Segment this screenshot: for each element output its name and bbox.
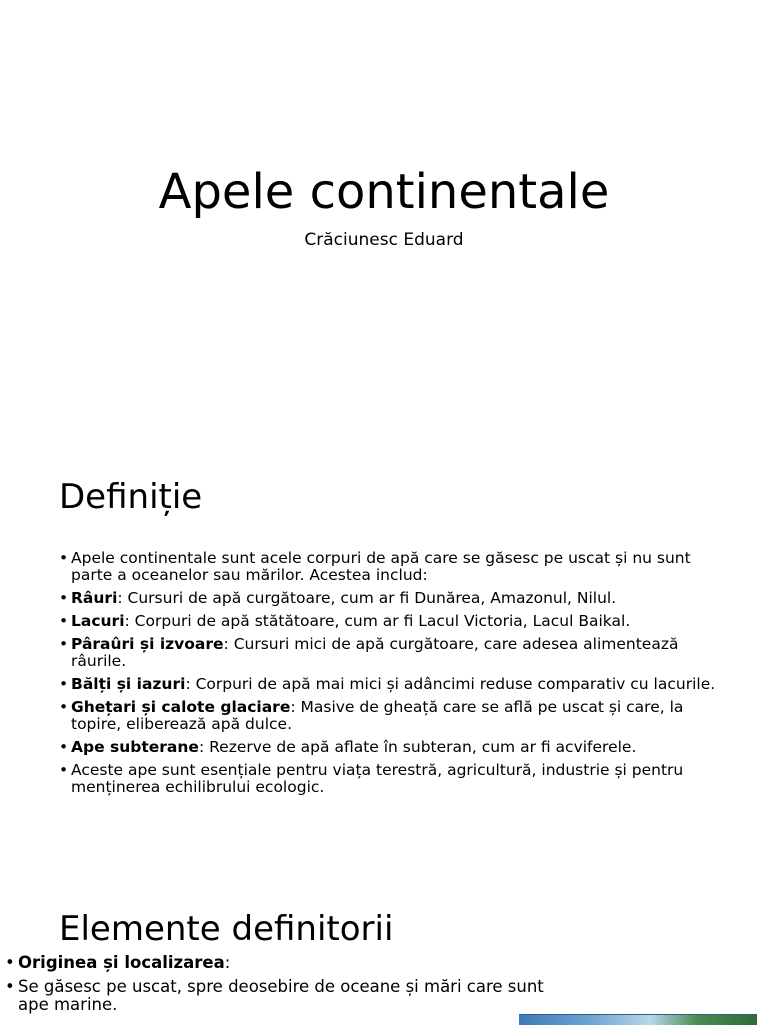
bullet-item: • Lacuri: Corpuri de apă stătătoare, cum ar fi Lacul Victoria, Lacul Baikal. (59, 613, 719, 630)
bullet-item: • Râuri: Cursuri de apă curgătoare, cum ar fi Dunărea, Amazonul, Nilul. (59, 590, 719, 607)
landscape-photo (519, 1014, 757, 1025)
bullet-item: • Bălți și iazuri: Corpuri de apă mai mici și adâncimi reduse comparativ cu lacurile. (59, 676, 719, 693)
title-slide (0, 0, 768, 432)
author-name: Crăciunesc Eduard (304, 230, 464, 250)
presentation-title: Apele continentale (158, 164, 610, 220)
slide-heading: Definiție (59, 477, 203, 517)
definition-slide (0, 432, 768, 864)
bullet-item: • Aceste ape sunt esențiale pentru viața terestră, agricultură, industrie și pentru menținerea echilibrului ecologic. (59, 762, 719, 796)
bullet-item: • Apele continentale sunt acele corpuri de apă care se găsesc pe uscat și nu sunt parte a oceanelor sau mărilor. Acestea includ: (59, 550, 719, 584)
bullet-list (59, 550, 719, 802)
bullet-item: • Originea și localizarea: (5, 954, 545, 972)
bullet-item: • Pâraûri și izvoare: Cursuri mici de apă curgătoare, care adesea alimentează râurile. (59, 636, 719, 670)
bullet-item: • Ghețari și calote glaciare: Masive de gheață care se află pe uscat și care, la topire, eliberează apă dulce. (59, 699, 719, 733)
elements-slide (0, 864, 768, 1024)
slide-heading: Elemente definitorii (59, 909, 394, 949)
bullet-list (5, 954, 545, 1020)
bullet-item: • Ape subterane: Rezerve de apă aflate în subteran, cum ar fi acviferele. (59, 739, 719, 756)
bullet-item: • Se găsesc pe uscat, spre deosebire de oceane și mări care sunt ape marine. (5, 978, 545, 1014)
